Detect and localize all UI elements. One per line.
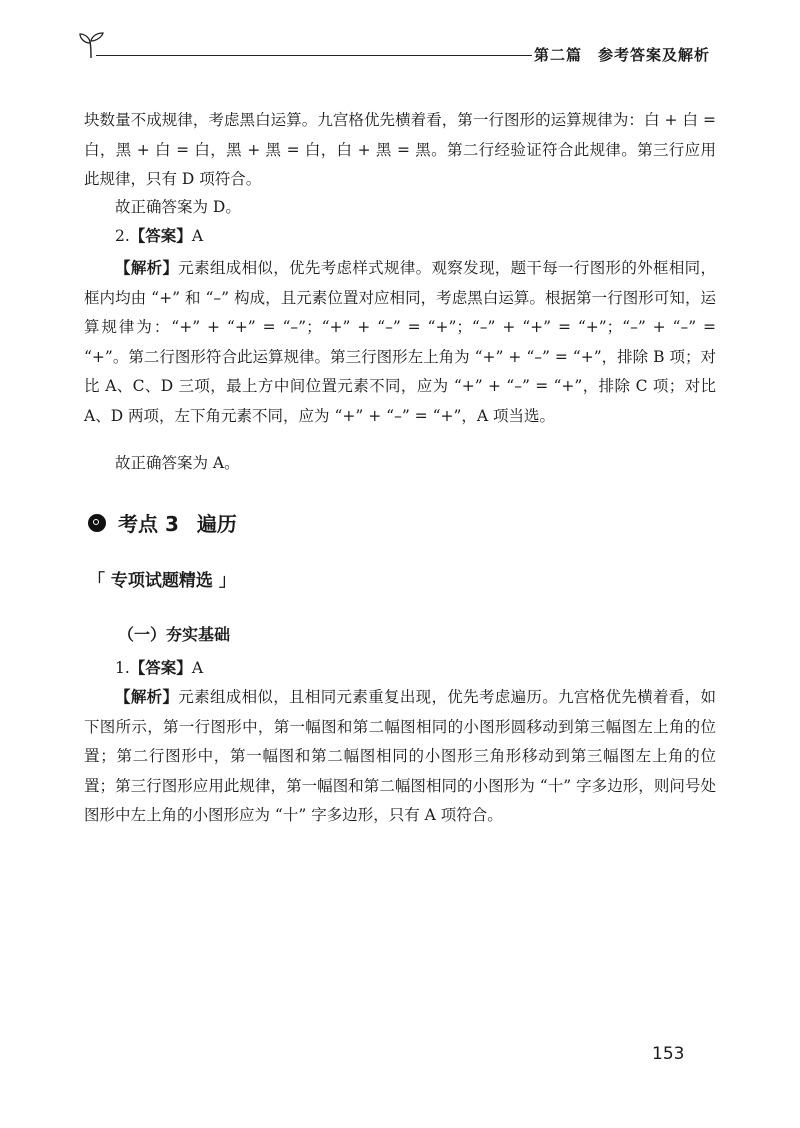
analysis-2 bbox=[84, 254, 716, 431]
answer-1 bbox=[84, 654, 716, 684]
answer-2-value: A bbox=[191, 227, 204, 245]
conclusion-d: 故正确答案为 D。 bbox=[115, 198, 241, 216]
answer-1-number: 1. bbox=[115, 659, 130, 677]
analysis-1-label: 【解析】 bbox=[115, 688, 179, 706]
conclusion-a: 故正确答案为 A。 bbox=[115, 454, 240, 472]
section-label: 考点 3 bbox=[118, 512, 179, 536]
section-heading bbox=[88, 508, 237, 537]
page-number: 153 bbox=[652, 1044, 685, 1064]
header-rule bbox=[96, 55, 532, 56]
answer-2-number: 2. bbox=[115, 227, 130, 245]
header-section: 参考答案及解析 bbox=[597, 46, 710, 64]
header-title bbox=[534, 44, 710, 65]
section-title: 遍历 bbox=[196, 512, 237, 536]
answer-2 bbox=[84, 222, 716, 252]
analysis-1-text: 元素组成相似，且相同元素重复出现，优先考虑遍历。九宫格优先横着看，如下图所示，第一行图形中，第一幅图和第二幅图相同的小图形圆移动到第三幅图左上角的位置；第二行图形中，第一幅图和第二幅图相同的小图形三角形移动到第三幅图左上角的位置；第三行图形应用此规律，第一幅图和第二幅图相同的小图形为 “十” 字多边形，则问号处图形中左上角的小图形应为 “十” 字多边形，只有 A 项符合。 bbox=[84, 688, 716, 824]
answer-1-value: A bbox=[191, 659, 204, 677]
paragraph-1: 块数量不成规律，考虑黑白运算。九宫格优先横着看，第一行图形的运算规律为：白 + 白 = 白，黑 + 白 = 白，黑 + 黑 = 白，白 + 黑 = 黑。第二行经验证符合此规律。第三行应用此规律，只有 D 项符合。 bbox=[84, 111, 716, 188]
analysis-label: 【解析】 bbox=[115, 259, 179, 277]
subsection-title: 「 专项试题精选 」 bbox=[88, 571, 236, 591]
page-header bbox=[78, 30, 710, 66]
answer-1-label: 【答案】 bbox=[129, 659, 192, 677]
analysis-2-text: 元素组成相似，优先考虑样式规律。观察发现，题干每一行图形的外框相同，框内均由 “+” 和 “–” 构成，且元素位置对应相同，考虑黑白运算。根据第一行图形可知，运算规律为：“+” + “+” = “–”；“+” + “–” = “+”；“–” + “+” = “+”；“–” + “–” = “+”。第二行图形符合此运算规律。第三行图形左上角为 “+” + “–” = “+”，排除 B 项；对比 A、C、D 三项，最上方中间位置元素不同，应为 “+” + “–” = “+”，排除 C 项；对比 A、D 两项，左下角元素不同，应为 “+” + “–” = “+”，A 项当选。 bbox=[84, 259, 716, 425]
answer-label: 【答案】 bbox=[129, 227, 192, 245]
section-bullet-icon bbox=[88, 514, 106, 532]
analysis-1 bbox=[84, 683, 716, 831]
header-part: 第二篇 bbox=[533, 46, 582, 64]
subsection-2-title: （一）夯实基础 bbox=[118, 625, 231, 644]
